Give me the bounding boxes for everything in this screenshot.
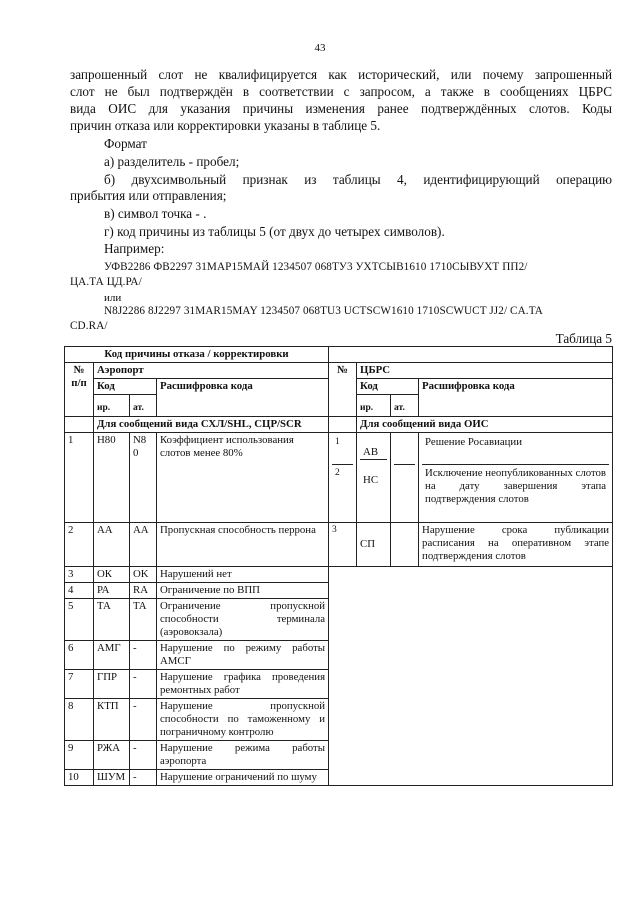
row-code-ir: РЖА [94, 741, 130, 770]
row-code-ir: РА [94, 583, 130, 599]
row-number: 7 [65, 670, 94, 699]
row-description: Нарушение режима работы аэропорта [157, 741, 329, 770]
row-number: 8 [65, 699, 94, 741]
airport-header: Аэропорт [94, 363, 329, 379]
cbrs-row-at [394, 465, 415, 521]
reason-codes-table [64, 346, 613, 786]
page-number: 43 [314, 42, 326, 54]
example-1-line-2: ЦА.ТА ЦД.РА/ [70, 276, 142, 288]
example-or: или [104, 292, 122, 304]
cbrs-row-description: Исключение неопубликованных слотов на дату завершения этапа подтверждения слотов [425, 467, 607, 505]
section-left-header: Для сообщений вида СХЛ/SHL, СЦР/SCR [94, 417, 329, 433]
row-code-ir: ОК [94, 567, 130, 583]
row-description: Коэффициент использования слотов менее 80% [157, 433, 329, 523]
row-code-at: AA [130, 523, 157, 567]
row-code-at: - [130, 670, 157, 699]
row-code-ir: АА [94, 523, 130, 567]
paragraph-line: вида ОИС для указания причины изменения ранее подтверждённых слотов. Коды [70, 101, 612, 116]
row-description: Нарушение ограничений по шуму [157, 770, 329, 786]
decode-header-right: Расшифровка кода [419, 379, 613, 417]
cbrs-row-at [394, 434, 415, 465]
format-item-a: а) разделитель - пробел; [104, 154, 240, 169]
row-code-ir: ШУМ [94, 770, 130, 786]
example-1-line-1: УФВ2286 ФВ2297 31МАР15МАЙ 1234507 068ТУ3 УХТСЫВ1610 1710СЫВУХТ ПП2/ [104, 261, 528, 273]
code-header-right: Код [357, 379, 419, 395]
example-2-line-2: CD.RA/ [70, 320, 108, 332]
code-header: Код [94, 379, 157, 395]
row-code-ir: АМГ [94, 641, 130, 670]
cbrs-at-cell [391, 433, 419, 523]
row-code-at: OK [130, 567, 157, 583]
example-2-line-1: N8J2286 8J2297 31MAR15MAY 1234507 068TU3 UCTSCW1610 1710SCWUCT JJ2/ CA.TA [104, 305, 543, 317]
num-header-right: № [329, 363, 357, 417]
cbrs-row-number: 2 [335, 468, 340, 478]
section-spacer [65, 417, 94, 433]
table-title: Код причины отказа / корректировки [65, 347, 329, 363]
row-description: Ограничение пропускной способности терминала (аэровокзала) [157, 599, 329, 641]
cbrs-row-number: 3 [329, 523, 357, 567]
row-number: 1 [65, 433, 94, 523]
row-number: 3 [65, 567, 94, 583]
paragraph-line: причин отказа или корректировки указаны в таблице 5. [70, 118, 381, 133]
row-code-at: - [130, 770, 157, 786]
row-code-at: - [130, 641, 157, 670]
row-number: 4 [65, 583, 94, 599]
row-code-ir: ГПР [94, 670, 130, 699]
table-caption: Таблица 5 [555, 331, 612, 346]
format-item-b-cont: прибытия или отправления; [70, 188, 227, 203]
row-code-ir: ТА [94, 599, 130, 641]
format-item-g: г) код причины из таблицы 5 (от двух до четырех символов). [104, 224, 445, 239]
row-code-ir: Н80 [94, 433, 130, 523]
cbrs-row-code: НС [363, 474, 379, 486]
row-description: Нарушение по режиму работы АМСГ [157, 641, 329, 670]
section-right-header: Для сообщений вида ОИС [357, 417, 613, 433]
decode-header: Расшифровка кода [157, 379, 329, 417]
table-title-spacer [329, 347, 613, 363]
cbrs-row-description: Нарушение срока публикации расписания на оперативном этапе подтверждения слотов [419, 523, 613, 567]
cbrs-row-code: АВ [360, 434, 387, 460]
at-header: ат. [130, 395, 157, 417]
cbrs-row-number: 1 [332, 434, 353, 465]
row-description: Нарушение пропускной способности по таможенному и пограничному контролю [157, 699, 329, 741]
row-code-at: RA [130, 583, 157, 599]
format-heading: Формат [104, 136, 147, 151]
row-number: 9 [65, 741, 94, 770]
cbrs-row-code: СП [357, 523, 391, 567]
row-description: Ограничение по ВПП [157, 583, 329, 599]
row-code-at: N8 0 [130, 433, 157, 523]
example-label: Например: [104, 241, 165, 256]
row-description: Нарушений нет [157, 567, 329, 583]
paragraph-line: запрошенный слот не квалифицируется как исторический, или почему запрошенный [70, 67, 612, 82]
row-number: 6 [65, 641, 94, 670]
num-header: № п/п [65, 363, 94, 417]
cbrs-number-cell [329, 433, 357, 523]
cbrs-empty-area [329, 567, 613, 786]
cbrs-desc-cell [419, 433, 613, 523]
ir-header-right: ир. [357, 395, 391, 417]
row-description: Пропускная способность перрона [157, 523, 329, 567]
row-number: 5 [65, 599, 94, 641]
cbrs-header: ЦБРС [357, 363, 613, 379]
format-item-b: б) двухсимвольный признак из таблицы 4, идентифицирующий операцию [104, 172, 612, 187]
cbrs-row-at [391, 523, 419, 567]
cbrs-row-description: Решение Росавиации [422, 434, 609, 465]
row-code-ir: КТП [94, 699, 130, 741]
row-number: 10 [65, 770, 94, 786]
format-item-v: в) символ точка - . [104, 206, 207, 221]
row-code-at: - [130, 741, 157, 770]
ir-header: ир. [94, 395, 130, 417]
section-spacer-right [329, 417, 357, 433]
row-code-at: TA [130, 599, 157, 641]
cbrs-code-cell [357, 433, 391, 523]
row-number: 2 [65, 523, 94, 567]
row-description: Нарушение графика проведения ремонтных работ [157, 670, 329, 699]
row-code-at: - [130, 699, 157, 741]
paragraph-line: слот не был подтверждён в соответствии с запросом, а также в сообщениях ЦБРС [70, 84, 612, 99]
at-header-right: ат. [391, 395, 419, 417]
